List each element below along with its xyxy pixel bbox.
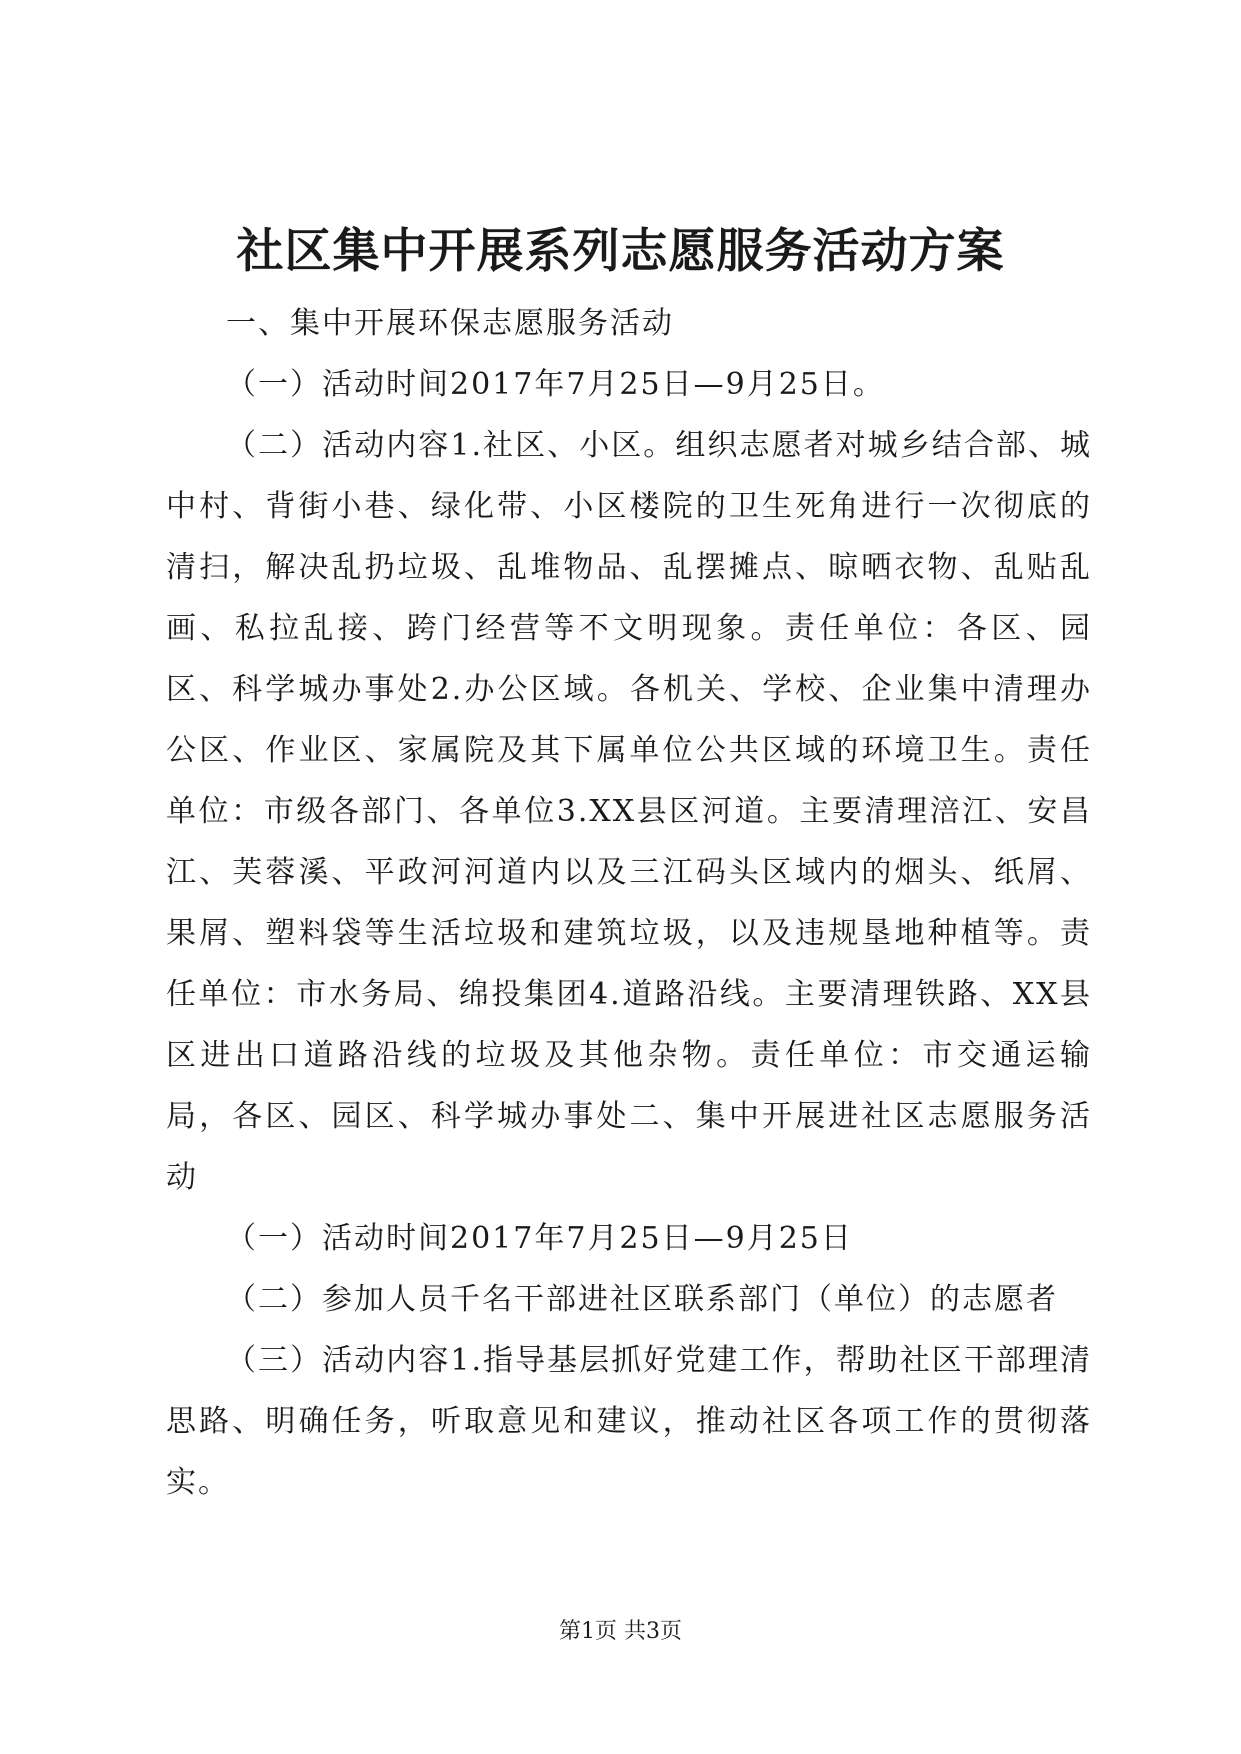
paragraph-activity-content-1: （二）活动内容1.社区、小区。组织志愿者对城乡结合部、城中村、背街小巷、绿化带、小区楼院的卫生死角进行一次彻底的清扫，解决乱扔垃圾、乱堆物品、乱摆摊点、晾晒衣物、乱贴乱画、私拉乱接、跨门经营等不文明现象。责任单位：各区、园区、科学城办事处2.办公区域。各机关、学校、企业集中清理办公区、作业区、家属院及其下属单位公共区域的环境卫生。责任单位：市级各部门、各单位3.XX县区河道。主要清理涪江、安昌江、芙蓉溪、平政河河道内以及三江码头区域内的烟头、纸屑、果屑、塑料袋等生活垃圾和建筑垃圾，以及违规垦地种植等。责任单位：市水务局、绵投集团4.道路沿线。主要清理铁路、XX县区进出口道路沿线的垃圾及其他杂物。责任单位：市交通运输局，各区、园区、科学城办事处二、集中开展进社区志愿服务活动 — [166, 428, 1092, 1195]
paragraph-activity-content-2: （三）活动内容1.指导基层抓好党建工作，帮助社区干部理清思路、明确任务，听取意见和建议，推动社区各项工作的贯彻落实。 — [166, 1343, 1092, 1500]
document-body — [166, 293, 1092, 1513]
page-footer: 第1页 共3页 — [559, 1619, 682, 1644]
paragraph-activity-time-2: （一）活动时间2017年7月25日—9月25日 — [226, 1221, 853, 1256]
paragraph-activity-time-1: （一）活动时间2017年7月25日—9月25日。 — [226, 367, 885, 402]
section-heading-1: 一、集中开展环保志愿服务活动 — [226, 306, 674, 341]
document-title: 社区集中开展系列志愿服务活动方案 — [236, 224, 1005, 279]
paragraph-participants: （二）参加人员千名干部进社区联系部门（单位）的志愿者 — [226, 1282, 1058, 1317]
